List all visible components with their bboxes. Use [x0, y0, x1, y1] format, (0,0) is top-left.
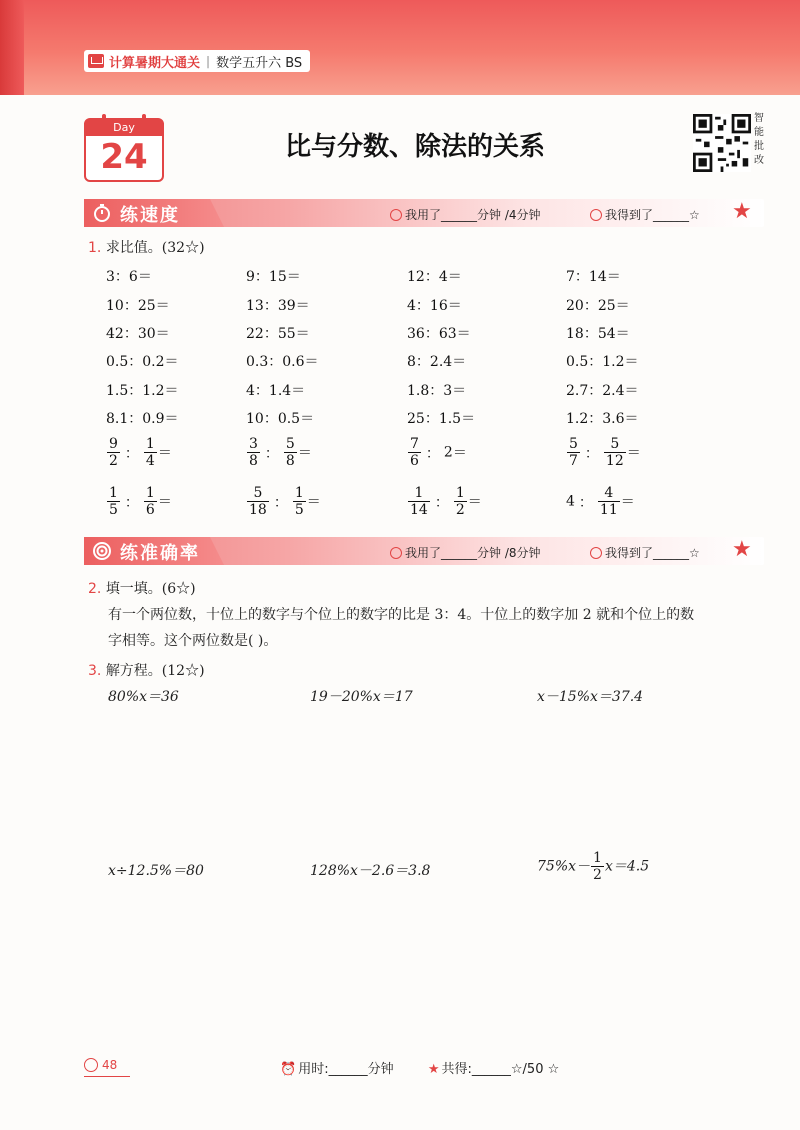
ratio-exercise: 0.5：0.2＝: [106, 354, 179, 370]
clock-icon: [390, 547, 402, 559]
ratio-exercise: 42：30＝: [106, 326, 170, 342]
target-icon: [92, 541, 112, 561]
fraction: $\frac{5}{18}$: [249, 485, 267, 518]
fraction: $\frac{1}{2}$: [455, 485, 465, 518]
fraction: $\frac{5}{8}$: [285, 436, 295, 469]
ratio-exercise: 2.7：2.4＝: [566, 383, 639, 399]
book-name: 数学五升六 BS: [216, 55, 303, 71]
clock-icon: [390, 209, 402, 221]
ratio-exercise: 8：2.4＝: [407, 354, 467, 370]
ratio-exercise: 12：4＝: [407, 269, 462, 285]
ratio-exercise: 18：54＝: [566, 326, 630, 342]
equation-5: 128%x－2.6＝3.8: [310, 863, 431, 879]
equation-6: 75%x－ $\frac{1}{2}$ x＝4.5: [537, 850, 650, 883]
banner-separator: |: [206, 54, 211, 68]
fraction-ratio-exercise: $\frac{3}{8}$ ： $\frac{5}{8}$ ＝: [249, 436, 312, 469]
ratio-exercise: 3：6＝: [106, 269, 152, 285]
day-badge: [84, 118, 164, 182]
q1-heading: 1. 求比值。(32☆): [88, 240, 205, 256]
ratio-exercise: 1.8：3＝: [407, 383, 467, 399]
q3-heading: 3. 解方程。(12☆): [88, 663, 205, 679]
ratio-exercise: 9：15＝: [246, 269, 301, 285]
fraction-ratio-exercise: $\frac{5}{7}$ ： $\frac{5}{12}$ ＝: [569, 436, 641, 469]
q2-heading: 2. 填一填。(6☆): [88, 581, 196, 597]
fraction: $\frac{5}{12}$: [605, 436, 624, 469]
ratio-exercise: 0.3：0.6＝: [246, 354, 319, 370]
qr-code-icon[interactable]: [692, 114, 752, 172]
ratio-exercise: 8.1：0.9＝: [106, 411, 179, 427]
fraction-ratio-exercise: $\frac{1}{5}$ ： $\frac{1}{6}$ ＝: [109, 485, 172, 518]
fraction-ratio-exercise: $\frac{9}{2}$ ： $\frac{1}{4}$ ＝: [109, 436, 172, 469]
ratio-exercise: 22：55＝: [246, 326, 310, 342]
stopwatch-icon: [92, 203, 112, 223]
fraction: $\frac{1}{14}$: [410, 485, 428, 518]
fraction: $\frac{7}{6}$: [410, 436, 419, 469]
footer-time: 用时:______分钟: [298, 1062, 394, 1077]
accuracy-time-used: 我用了______分钟 /8分钟: [390, 544, 541, 561]
q2-body-line2: 字相等。这个两位数是( )。: [108, 633, 278, 649]
star-icon: ★: [732, 199, 752, 224]
page-number-underline: [84, 1076, 130, 1077]
series-name: 计算暑期大通关: [109, 55, 201, 71]
ratio-exercise: 10：0.5＝: [246, 411, 315, 427]
section-speed-header: [84, 199, 764, 227]
section-speed-title: 练速度: [120, 205, 180, 226]
fraction-ratio-exercise: $\frac{7}{6}$ ： 2＝: [410, 436, 467, 469]
fraction-ratio-exercise: $\frac{5}{18}$ ： $\frac{1}{5}$ ＝: [249, 485, 321, 518]
equation-2: 19－20%x＝17: [310, 689, 413, 705]
section-accuracy-title: 练准确率: [120, 543, 200, 564]
footer-total: 共得:______☆/50 ☆: [441, 1062, 560, 1077]
footer-stats: [280, 1058, 559, 1077]
fraction-ratio-exercise: $\frac{1}{14}$ ： $\frac{1}{2}$ ＝: [410, 485, 482, 518]
ratio-exercise: 13：39＝: [246, 298, 310, 314]
fraction: $\frac{9}{2}$: [109, 436, 118, 469]
speed-time-used: 我用了______分钟 /4分钟: [390, 206, 541, 223]
fraction: $\frac{1}{4}$: [145, 436, 155, 469]
series-banner: [84, 50, 310, 72]
section-accuracy-header: [84, 537, 764, 565]
q2-body-line1: 有一个两位数，十位上的数字与个位上的数字的比是 3：4。十位上的数字加 2 就和个位上的数: [108, 607, 695, 623]
check-circle-icon: [590, 209, 602, 221]
ratio-exercise: 36：63＝: [407, 326, 471, 342]
check-circle-icon: [590, 547, 602, 559]
fraction: $\frac{1}{6}$: [145, 485, 155, 518]
speed-score: 我得到了______☆: [590, 206, 700, 223]
book-logo-icon: [88, 54, 104, 68]
equation-3: x－15%x＝37.4: [537, 689, 644, 705]
fraction: $\frac{1}{5}$: [294, 485, 304, 518]
fraction: $\frac{5}{7}$: [569, 436, 578, 469]
day-number: 24: [100, 137, 148, 177]
top-band: [0, 0, 800, 95]
fraction: $\frac{1}{2}$: [593, 850, 602, 883]
page-number: 48: [84, 1058, 117, 1072]
qr-label: 智 能 批 改: [754, 113, 764, 166]
fraction: $\frac{1}{5}$: [109, 485, 118, 518]
equation-4: x÷12.5%＝80: [108, 863, 204, 879]
accuracy-score: 我得到了______☆: [590, 544, 700, 561]
fraction: $\frac{3}{8}$: [249, 436, 258, 469]
fraction: $\frac{4}{11}$: [599, 485, 618, 518]
ratio-exercise: 1.2：3.6＝: [566, 411, 639, 427]
ratio-exercise: 4：16＝: [407, 298, 462, 314]
page-title: 比与分数、除法的关系: [284, 132, 545, 162]
ratio-exercise: 0.5：1.2＝: [566, 354, 639, 370]
ratio-exercise: 25：1.5＝: [407, 411, 476, 427]
ratio-exercise: 1.5：1.2＝: [106, 383, 179, 399]
day-label: Day: [86, 120, 162, 136]
ratio-exercise: 10：25＝: [106, 298, 170, 314]
ratio-exercise: 7：14＝: [566, 269, 621, 285]
sun-icon: [84, 1058, 98, 1072]
fraction-ratio-exercise: 4 ： $\frac{4}{11}$ ＝: [566, 485, 635, 518]
equation-1: 80%x＝36: [108, 689, 179, 705]
star-icon: ★: [732, 537, 752, 562]
ratio-exercise: 4：1.4＝: [246, 383, 306, 399]
alarm-clock-icon: ⏰: [280, 1062, 297, 1077]
star-icon: ★: [427, 1062, 440, 1077]
ratio-exercise: 20：25＝: [566, 298, 630, 314]
